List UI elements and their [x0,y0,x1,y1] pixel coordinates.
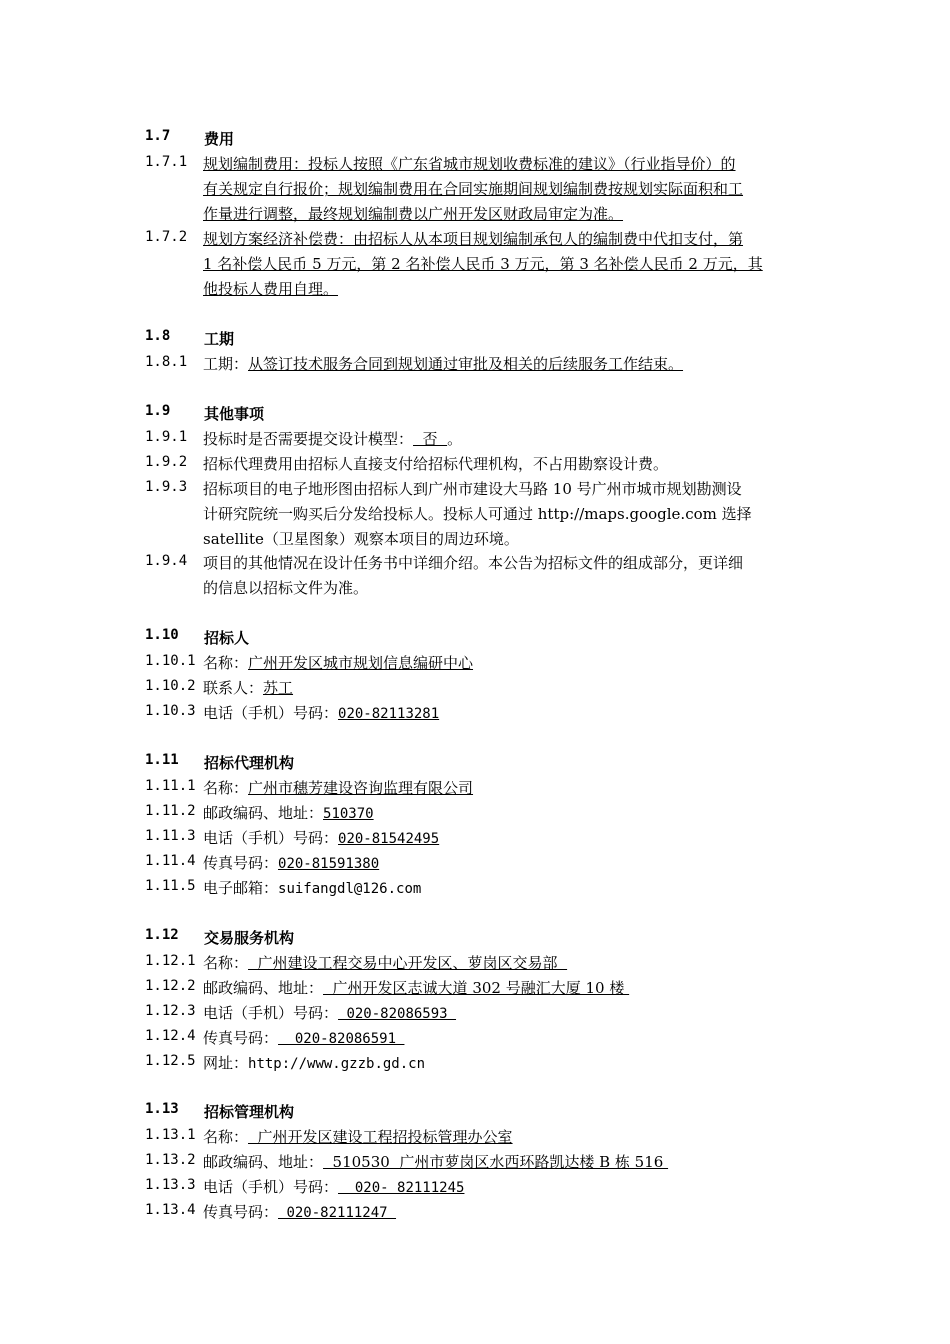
item-label: 邮政编码、地址： [203,804,324,822]
item-text: 规划方案经济补偿费：由招标人从本项目规划编制承包人的编制费中代扣支付，第 [203,230,744,248]
item-text [203,1002,456,1023]
item-label: 名称： [203,779,249,797]
item-label: 邮政编码、地址： [203,979,324,997]
item-number: 1.11.4 [145,853,196,869]
item-text [203,428,462,449]
item-label: 传真号码： [203,1029,279,1047]
item-text [203,827,439,848]
item-label: 传真号码： [203,854,279,872]
item-label: 电子邮箱： [203,879,279,897]
section-title: 招标代理机构 [204,754,295,772]
item-text [203,677,293,698]
item-number: 1.9.4 [145,553,188,569]
item-value: 020-82113281 [338,706,440,722]
item-label: 电话（手机）号码： [203,829,339,847]
item-label: 邮政编码、地址： [203,1153,324,1171]
section-title: 招标管理机构 [204,1103,295,1121]
item-text [203,777,473,798]
item-label: 名称： [203,654,249,672]
item-text: 计研究院统一购买后分发给投标人。投标人可通过 http://maps.google.com 选择 [203,505,752,523]
item-text: 项目的其他情况在设计任务书中详细介绍。本公告为招标文件的组成部分，更详细 [203,554,744,572]
item-label: 网址： [203,1054,249,1072]
website-value: http://www.gzzb.gd.cn [248,1056,426,1072]
item-number: 1.13.4 [145,1202,196,1218]
item-text [203,977,629,998]
item-number: 1.7.2 [145,229,188,245]
item-label: 名称： [203,1128,249,1146]
item-number: 1.11.3 [145,828,196,844]
item-text: 他投标人费用自理。 [203,280,339,298]
item-value: 020-82086591 [278,1031,405,1047]
section-number: 1.9 [145,403,171,419]
item-text [203,1201,396,1222]
item-number: 1.11.1 [145,778,196,794]
item-value: 020-82086593 [338,1006,457,1022]
item-text: satellite（卫星图象）观察本项目的周边环境。 [203,530,519,548]
item-label: 名称： [203,954,249,972]
item-number: 1.13.2 [145,1152,196,1168]
item-suffix: 。 [447,430,463,448]
item-number: 1.12.1 [145,953,196,969]
section-title: 费用 [204,130,235,148]
section-number: 1.12 [145,927,179,943]
item-number: 1.11.5 [145,878,196,894]
item-number: 1.9.3 [145,479,188,495]
item-text: 招标代理费用由招标人直接支付给招标代理机构，不占用勘察设计费。 [203,455,669,473]
item-label: 传真号码： [203,1203,279,1221]
item-value: 510370 [323,806,374,822]
item-text [203,1176,464,1197]
item-value: 广州开发区志诚大道 302 号融汇大厦 10 楼 [323,979,630,997]
item-value: 广州建设工程交易中心开发区、萝岗区交易部 [248,954,568,972]
item-number: 1.12.3 [145,1003,196,1019]
item-text: 招标项目的电子地形图由招标人到广州市建设大马路 10 号广州市城市规划勘测设 [203,480,742,498]
section-number: 1.8 [145,328,171,344]
item-label: 电话（手机）号码： [203,1178,339,1196]
item-label: 联系人： [203,679,264,697]
item-number: 1.9.2 [145,454,188,470]
item-text [203,1151,668,1172]
item-number: 1.12.2 [145,978,196,994]
item-value: 020-81591380 [278,856,380,872]
item-text: 规划编制费用：投标人按照《广东省城市规划收费标准的建议》（行业指导价）的 [203,155,736,173]
email-value: suifangdl@126.com [278,881,422,897]
section-title: 交易服务机构 [204,929,295,947]
item-text: 作量进行调整，最终规划编制费以广州开发区财政局审定为准。 [203,205,624,223]
item-value: 否 [413,430,448,448]
item-label: 工期： [203,355,249,373]
section-title: 其他事项 [204,405,265,423]
item-number: 1.9.1 [145,429,188,445]
item-label: 投标时是否需要提交设计模型： [203,430,414,448]
item-text: 1 名补偿人民币 5 万元，第 2 名补偿人民币 3 万元，第 3 名补偿人民币 2 万元，其 [203,255,763,273]
item-text [203,702,439,723]
item-number: 1.11.2 [145,803,196,819]
item-number: 1.8.1 [145,354,188,370]
section-title: 工期 [204,330,235,348]
item-text [203,877,421,898]
item-number: 1.10.3 [145,703,196,719]
item-text [203,652,473,673]
item-number: 1.7.1 [145,154,188,170]
item-text [203,952,567,973]
item-value: 020- 82111245 [338,1180,465,1196]
section-number: 1.11 [145,752,179,768]
item-text [203,1027,404,1048]
section-title: 招标人 [204,629,250,647]
item-value: 广州开发区建设工程招投标管理办公室 [248,1128,513,1146]
item-label: 电话（手机）号码： [203,704,339,722]
item-number: 1.10.2 [145,678,196,694]
item-text [203,1052,425,1073]
item-text [203,353,683,374]
item-text: 的信息以招标文件为准。 [203,579,369,597]
section-number: 1.13 [145,1101,179,1117]
item-text [203,802,374,823]
section-number: 1.7 [145,128,171,144]
item-value: 广州开发区城市规划信息编研中心 [248,654,474,672]
item-value: 广州市穗芳建设咨询监理有限公司 [248,779,474,797]
item-value: 从签订技术服务合同到规划通过审批及相关的后续服务工作结束。 [248,355,684,373]
section-number: 1.10 [145,627,179,643]
item-number: 1.12.5 [145,1053,196,1069]
item-number: 1.12.4 [145,1028,196,1044]
item-number: 1.13.1 [145,1127,196,1143]
item-label: 电话（手机）号码： [203,1004,339,1022]
item-text [203,1126,513,1147]
item-value: 苏工 [263,679,294,697]
item-value: 020-81542495 [338,831,440,847]
item-number: 1.10.1 [145,653,196,669]
item-value: 020-82111247 [278,1205,397,1221]
item-text: 有关规定自行报价；规划编制费用在合同实施期间规划编制费按规划实际面积和工 [203,180,744,198]
item-value: 510530 广州市萝岗区水西环路凯达楼 B 栋 516 [323,1153,669,1171]
item-number: 1.13.3 [145,1177,196,1193]
item-text [203,852,379,873]
